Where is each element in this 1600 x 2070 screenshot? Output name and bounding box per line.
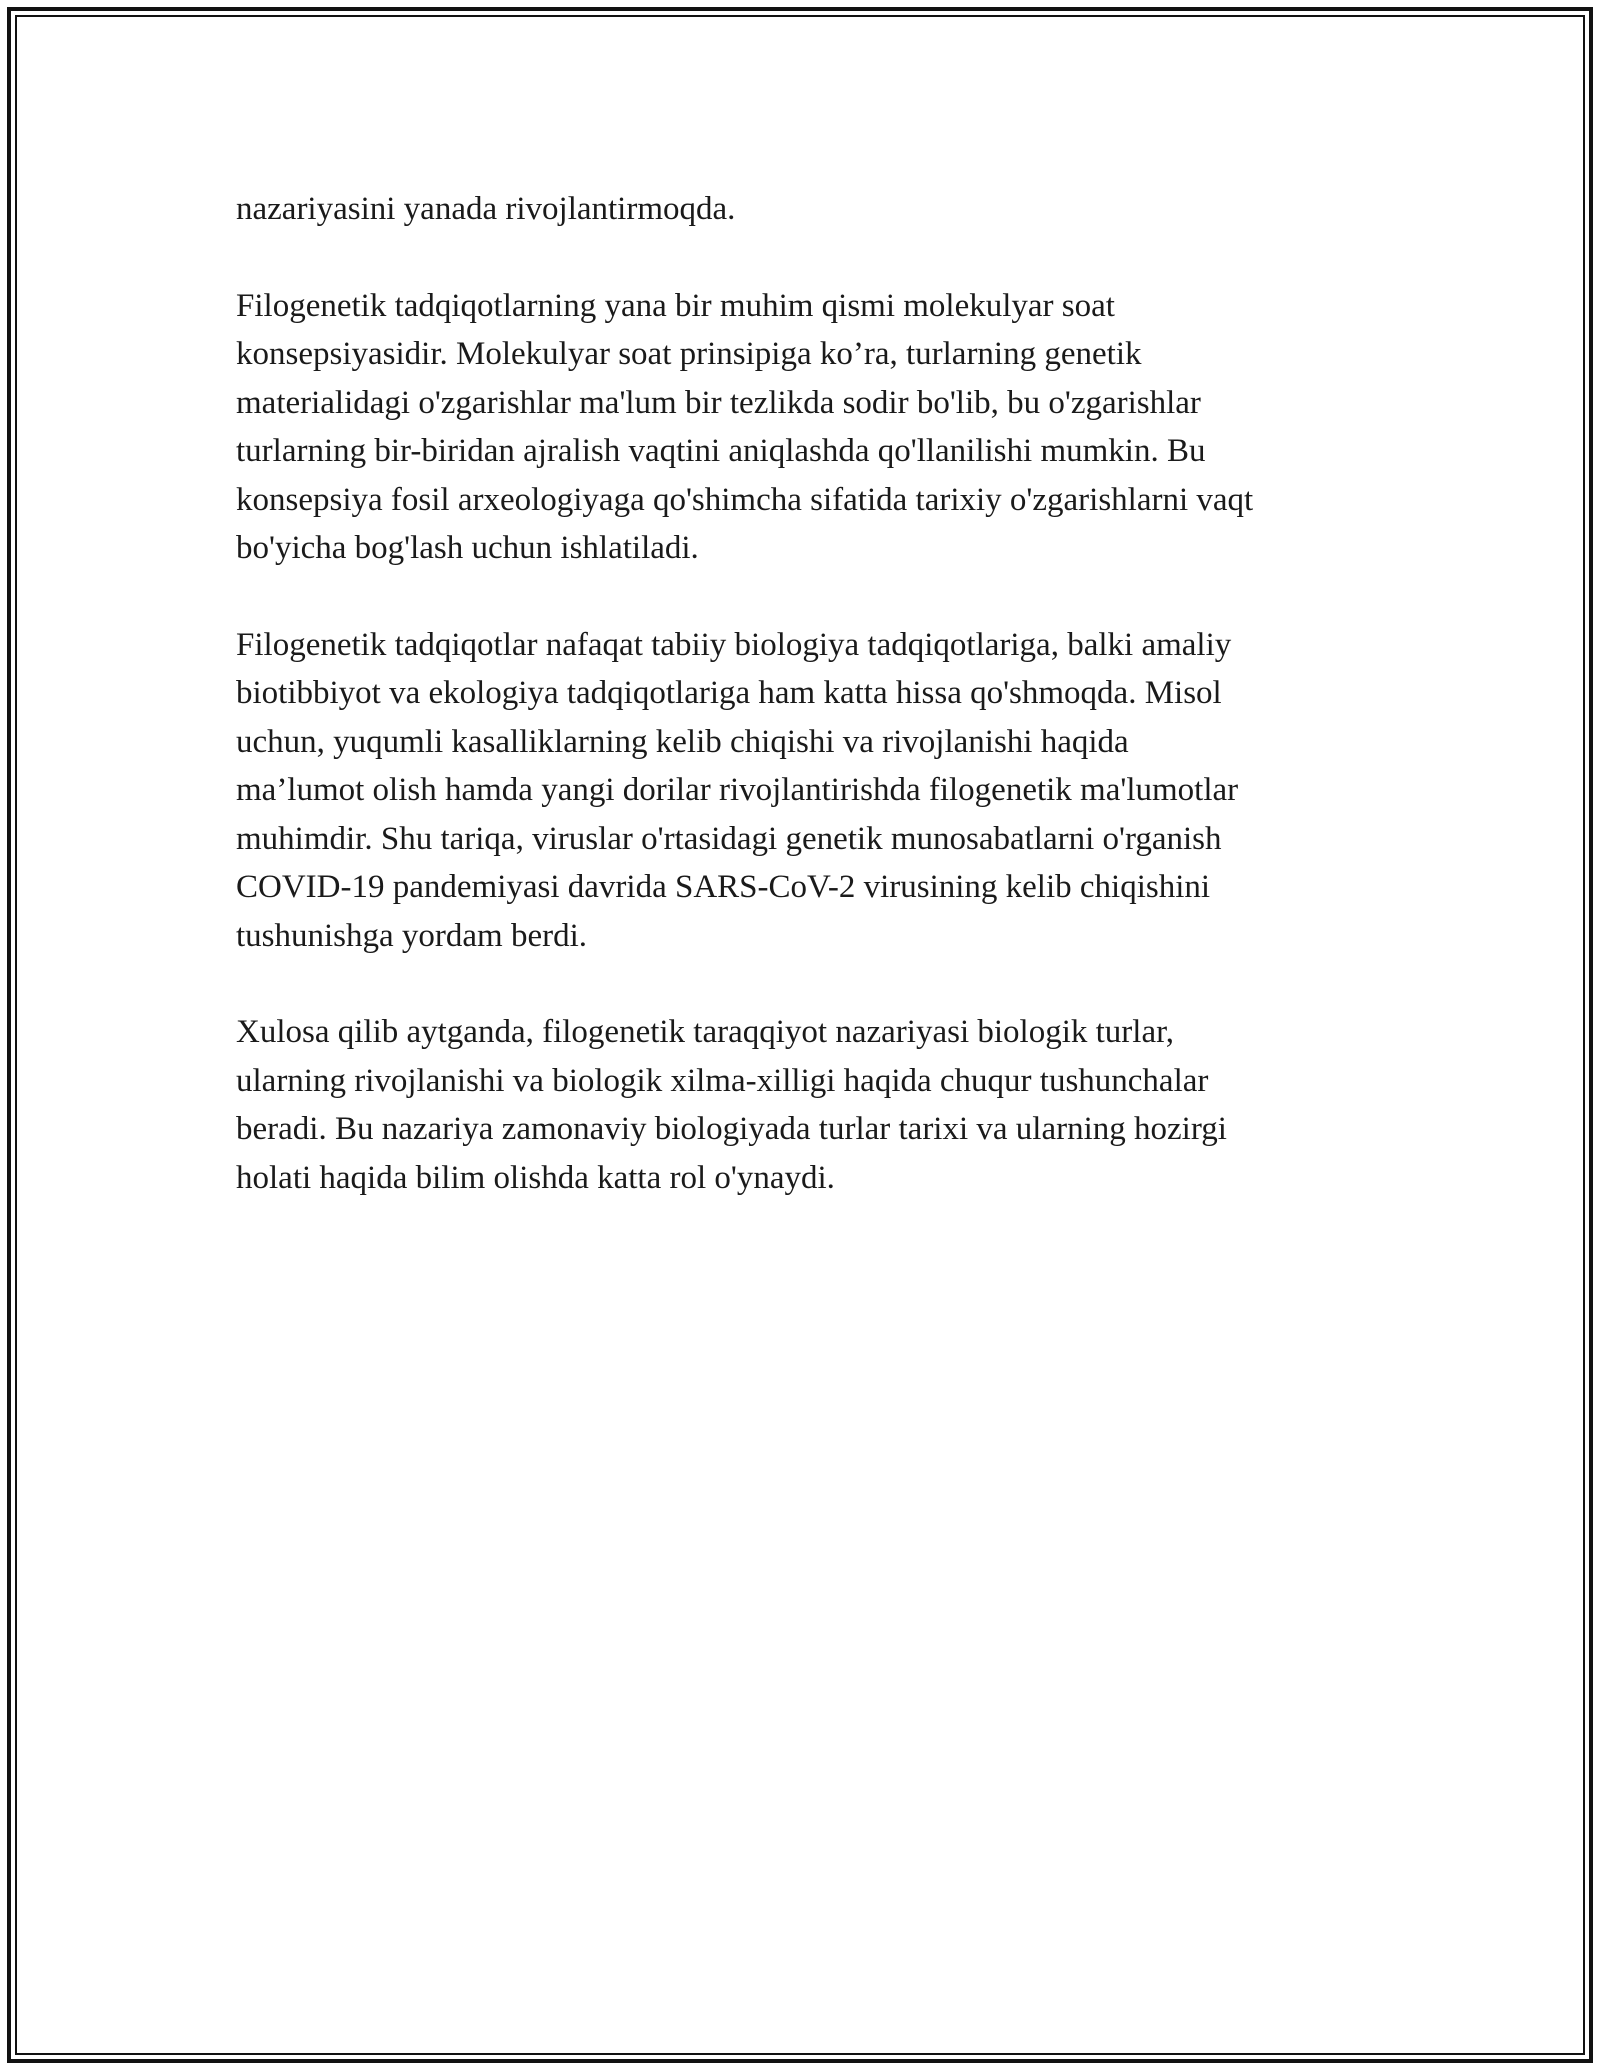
paragraph-line: bo'yicha bog'lash uchun ishlatiladi. bbox=[236, 530, 699, 566]
paragraph-line: uchun, yuqumli kasalliklarning kelib chiqishi va rivojlanishi haqida bbox=[236, 723, 1129, 760]
paragraph-line: COVID-19 pandemiyasi davrida SARS-CoV-2 virusining kelib chiqishini bbox=[236, 869, 1211, 905]
paragraph-line: konsepsiyasidir. Molekulyar soat prinsipiga ko’ra, turlarning genetik bbox=[236, 336, 1142, 372]
paragraph-line: ularning rivojlanishi va biologik xilma-xilligi haqida chuqur tushunchalar bbox=[236, 1062, 1209, 1099]
paragraph-line: Filogenetik tadqiqotlar nafaqat tabiiy biologiya tadqiqotlariga, balki amaliy bbox=[236, 626, 1232, 663]
paragraph-line: holati haqida bilim olishda katta rol o'ynaydi. bbox=[236, 1159, 835, 1196]
paragraph-line: konsepsiya fosil arxeologiyaga qo'shimcha sifatida tarixiy o'zgarishlarni vaqt bbox=[236, 481, 1254, 518]
paragraph-4 bbox=[236, 1008, 1376, 1202]
paragraph-line: beradi. Bu nazariya zamonaviy biologiyada turlar tarixi va ularning hozirgi bbox=[236, 1111, 1227, 1147]
paragraph-line: ma’lumot olish hamda yangi dorilar rivojlantirishda filogenetik ma'lumotlar bbox=[236, 772, 1239, 808]
paragraph-line: turlarning bir-biridan ajralish vaqtini aniqlashda qo'llanilishi mumkin. Bu bbox=[236, 433, 1206, 469]
paragraph-1 bbox=[236, 185, 1376, 234]
paragraph-line: biotibbiyot va ekologiya tadqiqotlariga ham katta hissa qo'shmoqda. Misol bbox=[236, 675, 1222, 711]
paragraph-line: nazariyasini yanada rivojlantirmoqda. bbox=[236, 191, 736, 227]
paragraph-3 bbox=[236, 621, 1376, 961]
paragraph-line: materialidagi o'zgarishlar ma'lum bir tezlikda sodir bo'lib, bu o'zgarishlar bbox=[236, 384, 1201, 421]
paragraph-line: muhimdir. Shu tariqa, viruslar o'rtasidagi genetik munosabatlarni o'rganish bbox=[236, 820, 1222, 857]
document-body bbox=[236, 185, 1376, 1250]
paragraph-line: Xulosa qilib aytganda, filogenetik taraqqiyot nazariyasi biologik turlar, bbox=[236, 1014, 1175, 1050]
paragraph-line: Filogenetik tadqiqotlarning yana bir muhim qismi molekulyar soat bbox=[236, 287, 1115, 324]
paragraph-line: tushunishga yordam berdi. bbox=[236, 917, 588, 954]
paragraph-2 bbox=[236, 282, 1376, 573]
